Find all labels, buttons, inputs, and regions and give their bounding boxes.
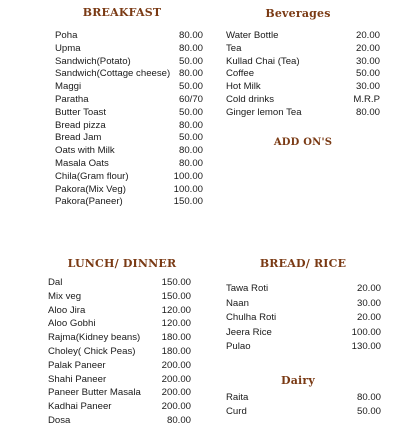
menu-item-row xyxy=(48,360,191,374)
menu-item-price: 30.00 xyxy=(355,55,380,67)
menu-item-price: 80.00 xyxy=(178,157,203,169)
menu-item-row xyxy=(48,277,191,291)
menu-item-row xyxy=(48,415,191,429)
lunch-dinner-heading: LUNCH/ DINNER xyxy=(67,257,177,270)
menu-item-price: 80.00 xyxy=(178,145,203,157)
menu-item-row xyxy=(48,332,191,346)
menu-item-row xyxy=(55,196,203,209)
menu-item-row xyxy=(55,81,203,94)
menu-item-name: Sandwich(Potato) xyxy=(55,55,131,67)
menu-item-price: 200.00 xyxy=(161,387,191,399)
menu-item-price: 50.00 xyxy=(355,68,380,80)
menu-item-row xyxy=(226,298,381,313)
menu-item-name: Dosa xyxy=(48,414,71,426)
breakfast-list xyxy=(55,30,203,209)
menu-item-name: Paratha xyxy=(55,93,89,105)
menu-item-name: Upma xyxy=(55,42,81,54)
menu-item-row xyxy=(226,283,381,298)
menu-item-name: Maggi xyxy=(55,81,82,93)
menu-item-price: 150.00 xyxy=(173,196,203,208)
menu-item-row xyxy=(48,401,191,415)
menu-item-row xyxy=(226,327,381,342)
menu-item-name: Pulao xyxy=(226,341,251,352)
bread-rice-heading: BREAD/ RICE xyxy=(259,257,347,270)
menu-item-row xyxy=(48,318,191,332)
menu-item-row xyxy=(55,68,203,81)
menu-item-row xyxy=(226,56,380,69)
menu-item-price: 60/70 xyxy=(178,93,203,105)
menu-item-price: 80.00 xyxy=(355,106,380,118)
menu-item-price: 30.00 xyxy=(356,297,381,309)
menu-item-row xyxy=(48,346,191,360)
menu-item-name: Naan xyxy=(226,297,249,309)
menu-item-name: Chulha Roti xyxy=(226,312,277,323)
menu-item-name: Chila(Gram flour) xyxy=(55,170,129,182)
breakfast-heading: BREAKFAST xyxy=(82,6,162,19)
lunch-dinner-list xyxy=(48,277,191,429)
menu-item-price: 50.00 xyxy=(178,81,203,93)
beverages-heading: Beverages xyxy=(265,7,331,20)
menu-item-row xyxy=(226,341,381,356)
menu-item-name: Pakora(Mix Veg) xyxy=(55,183,126,195)
menu-item-price: 180.00 xyxy=(161,345,191,357)
menu-item-name: Mix veg xyxy=(48,290,82,302)
menu-item-price: 100.00 xyxy=(173,183,203,195)
menu-item-price: 80.00 xyxy=(356,392,381,403)
menu-item-name: Aloo Gobhi xyxy=(48,318,96,330)
menu-item-row xyxy=(55,158,203,171)
menu-item-row xyxy=(48,305,191,319)
menu-item-name: Ginger lemon Tea xyxy=(226,106,302,118)
menu-item-row xyxy=(226,94,380,107)
menu-item-price: 20.00 xyxy=(356,312,381,323)
menu-item-price: 20.00 xyxy=(355,42,380,54)
menu-item-price: 150.00 xyxy=(161,290,191,302)
menu-item-row xyxy=(48,291,191,305)
menu-item-row xyxy=(48,387,191,401)
menu-item-row xyxy=(226,107,380,120)
menu-item-name: Coffee xyxy=(226,68,255,80)
menu-item-row xyxy=(226,392,381,406)
menu-item-price: M.R.P xyxy=(353,93,380,105)
menu-item-row xyxy=(226,406,381,420)
menu-item-row xyxy=(226,312,381,327)
menu-item-name: Tea xyxy=(226,42,242,54)
menu-item-price: 30.00 xyxy=(355,81,380,93)
menu-item-name: Cold drinks xyxy=(226,93,274,105)
menu-item-row xyxy=(226,30,380,43)
menu-item-price: 20.00 xyxy=(356,283,381,294)
menu-item-price: 130.00 xyxy=(351,341,381,352)
menu-item-name: Rajma(Kidney beans) xyxy=(48,332,141,344)
menu-item-row xyxy=(55,171,203,184)
menu-item-name: Choley( Chick Peas) xyxy=(48,345,136,357)
menu-item-price: 200.00 xyxy=(161,401,191,413)
menu-item-name: Dal xyxy=(48,277,63,288)
menu-item-price: 150.00 xyxy=(161,277,191,288)
menu-item-price: 80.00 xyxy=(178,30,203,41)
menu-item-row xyxy=(226,68,380,81)
beverages-list xyxy=(226,30,380,120)
menu-item-name: Kadhai Paneer xyxy=(48,401,112,413)
menu-item-name: Curd xyxy=(226,405,247,417)
menu-item-row xyxy=(55,184,203,197)
menu-item-name: Pakora(Paneer) xyxy=(55,196,123,208)
menu-item-name: Bread pizza xyxy=(55,119,106,131)
menu-item-name: Masala Oats xyxy=(55,157,109,169)
menu-item-price: 50.00 xyxy=(356,405,381,417)
menu-item-name: Shahi Paneer xyxy=(48,373,107,385)
menu-item-name: Jeera Rice xyxy=(226,326,272,338)
menu-item-row xyxy=(55,94,203,107)
menu-item-price: 80.00 xyxy=(178,42,203,54)
menu-item-row xyxy=(48,374,191,388)
menu-item-name: Aloo Jira xyxy=(48,304,86,316)
menu-item-price: 80.00 xyxy=(178,68,203,80)
menu-item-row xyxy=(55,30,203,43)
menu-item-name: Hot Milk xyxy=(226,81,261,93)
menu-item-price: 20.00 xyxy=(355,30,380,41)
menu-item-row xyxy=(55,145,203,158)
menu-item-name: Poha xyxy=(55,30,78,41)
menu-item-price: 200.00 xyxy=(161,359,191,371)
menu-item-price: 180.00 xyxy=(161,332,191,344)
bread-rice-list xyxy=(226,283,381,356)
menu-item-row xyxy=(226,43,380,56)
menu-item-name: Oats with Milk xyxy=(55,145,115,157)
menu-item-price: 200.00 xyxy=(161,373,191,385)
menu-item-row xyxy=(55,132,203,145)
menu-item-price: 50.00 xyxy=(178,132,203,144)
menu-item-row xyxy=(55,56,203,69)
menu-item-row xyxy=(226,81,380,94)
menu-item-price: 100.00 xyxy=(351,326,381,338)
menu-item-price: 50.00 xyxy=(178,55,203,67)
dairy-heading: Dairy xyxy=(280,374,316,387)
menu-item-name: Butter Toast xyxy=(55,106,107,118)
menu-item-price: 80.00 xyxy=(178,119,203,131)
menu-item-row xyxy=(55,43,203,56)
menu-item-name: Paneer Butter Masala xyxy=(48,387,141,399)
menu-item-price: 50.00 xyxy=(178,106,203,118)
menu-item-price: 120.00 xyxy=(161,304,191,316)
menu-item-name: Tawa Roti xyxy=(226,283,269,294)
menu-item-price: 100.00 xyxy=(173,170,203,182)
menu-item-name: Kullad Chai (Tea) xyxy=(226,55,300,67)
menu-item-row xyxy=(55,107,203,120)
menu-item-row xyxy=(55,120,203,133)
menu-item-name: Raita xyxy=(226,392,249,403)
menu-item-name: Bread Jam xyxy=(55,132,102,144)
menu-item-name: Water Bottle xyxy=(226,30,279,41)
menu-item-price: 80.00 xyxy=(166,414,191,426)
dairy-list xyxy=(226,392,381,420)
addons-heading: ADD ON'S xyxy=(273,137,333,148)
menu-item-name: Sandwich(Cottage cheese) xyxy=(55,68,171,80)
menu-item-name: Palak Paneer xyxy=(48,359,106,371)
menu-item-price: 120.00 xyxy=(161,318,191,330)
